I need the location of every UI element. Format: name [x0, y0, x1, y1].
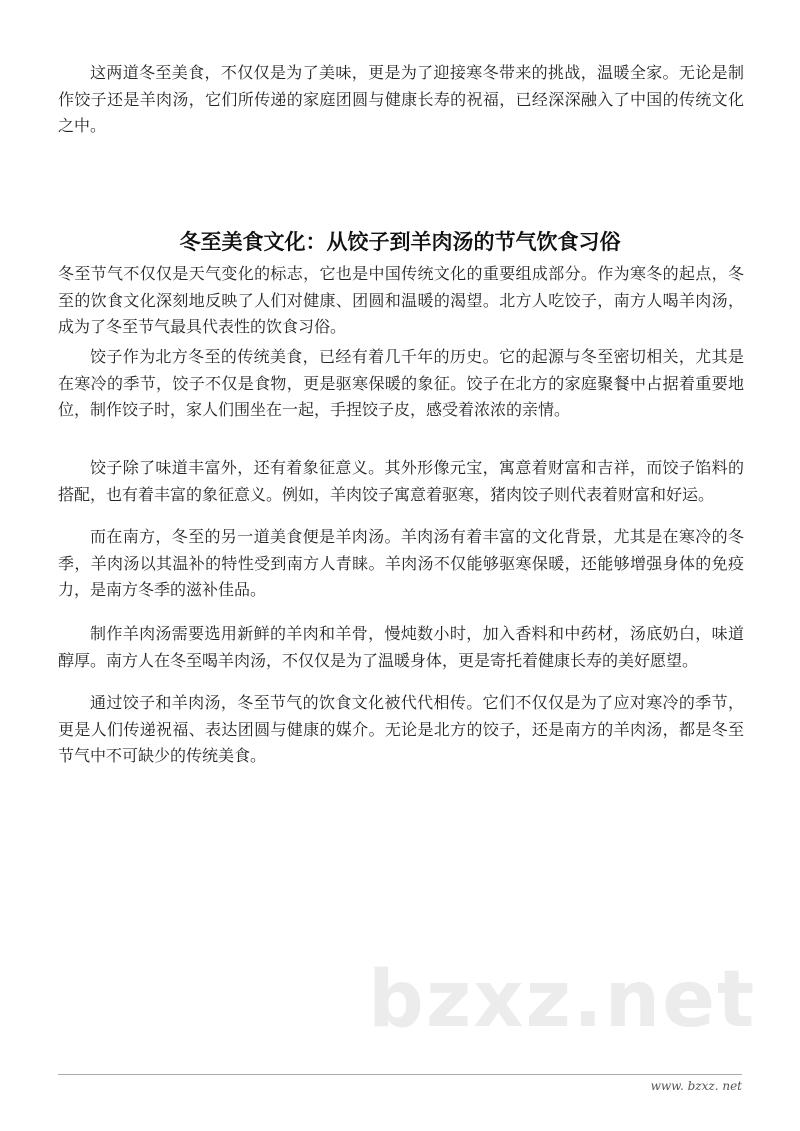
article-paragraph: 冬至节气不仅仅是天气变化的标志，它也是中国传统文化的重要组成部分。作为寒冬的起点，冬至的饮食文化深刻地反映了人们对健康、团圆和温暖的渴望。北方人吃饺子，南方人喝羊肉汤，成为了冬至节气最具代表性的饮食习俗。 — [58, 264, 744, 336]
intro-paragraph: 这两道冬至美食，不仅仅是为了美味，更是为了迎接寒冬带来的挑战，温暖全家。无论是制作饺子还是羊肉汤，它们所传递的家庭团圆与健康长寿的祝福，已经深深融入了中国的传统文化之中。 — [58, 63, 744, 135]
article-paragraph: 制作羊肉汤需要选用新鲜的羊肉和羊骨，慢炖数小时，加入香料和中药材，汤底奶白，味道醇厚。南方人在冬至喝羊肉汤，不仅仅是为了温暖身体，更是寄托着健康长寿的美好愿望。 — [58, 624, 744, 670]
article-paragraph: 饺子除了味道丰富外，还有着象征意义。其外形像元宝，寓意着财富和吉祥，而饺子馅料的搭配，也有着丰富的象征意义。例如，羊肉饺子寓意着驱寒，猪肉饺子则代表着财富和好运。 — [58, 458, 744, 504]
footer-url: www. bzxz. net — [650, 1079, 742, 1093]
article-paragraph: 饺子作为北方冬至的传统美食，已经有着几千年的历史。它的起源与冬至密切相关，尤其是在寒冷的季节，饺子不仅是食物，更是驱寒保暖的象征。饺子在北方的家庭聚餐中占据着重要地位，制作饺子时，家人们围坐在一起，手捏饺子皮，感受着浓浓的亲情。 — [58, 347, 744, 419]
article-paragraph: 而在南方，冬至的另一道美食便是羊肉汤。羊肉汤有着丰富的文化背景，尤其是在寒冷的冬季，羊肉汤以其温补的特性受到南方人青睐。羊肉汤不仅能够驱寒保暖，还能够增强身体的免疫力，是南方冬季的滋补佳品。 — [58, 527, 744, 599]
article-paragraph: 通过饺子和羊肉汤，冬至节气的饮食文化被代代相传。它们不仅仅是为了应对寒冷的季节，更是人们传递祝福、表达团圆与健康的媒介。无论是北方的饺子，还是南方的羊肉汤，都是冬至节气中不可缺少的传统美食。 — [58, 693, 744, 765]
article-title: 冬至美食文化：从饺子到羊肉汤的节气饮食习俗 — [179, 230, 621, 254]
footer-divider — [58, 1074, 742, 1075]
watermark: bzxz.net — [368, 955, 757, 1045]
